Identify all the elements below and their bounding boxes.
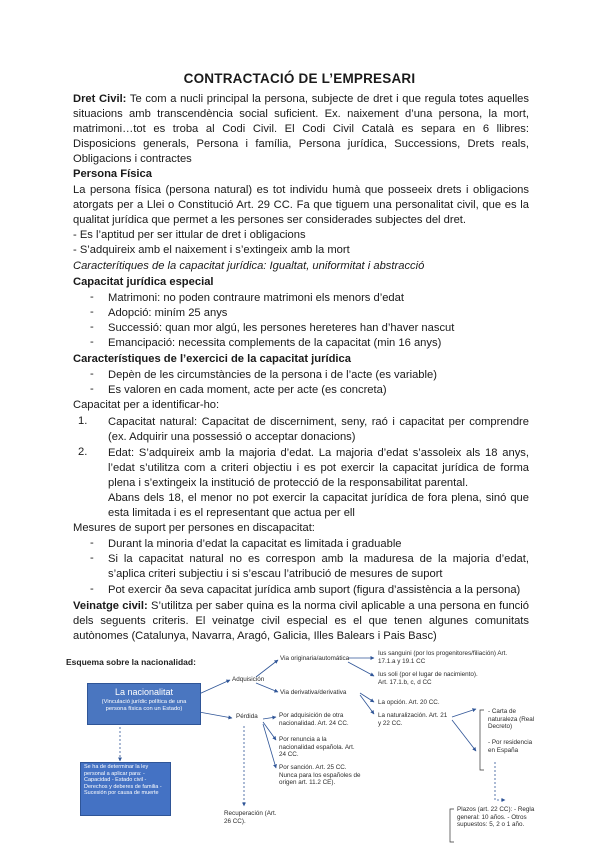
bullet-dash: - bbox=[90, 583, 94, 595]
node-ius-soli: Ius soli (por el lugar de nacimiento). Art. 17.1.b, c, d CC bbox=[378, 671, 478, 686]
node-recuperacion: Recuperación (Art. 26 CC). bbox=[224, 810, 277, 825]
persona-fisica-bullet-1: - Es l’aptitud per ser ittular de dret i obligacions bbox=[73, 229, 306, 241]
veinatge-line-1: Veinatge civil: S’utilitza per saber quina es la norma civil aplicable a una persona en funció bbox=[73, 600, 529, 612]
node-plazos: Plazos (art. 22 CC): - Regla general: 10 años. - Otros supuestos: 5, 2 o 1 año. bbox=[457, 806, 535, 828]
node-por-adquisicion: Por adquisición de otra nacionalidad. Art. 24 CC. bbox=[279, 712, 349, 727]
bullet-dash: - bbox=[90, 321, 94, 333]
page-title: CONTRACTACIÓ DE L’EMPRESARI bbox=[183, 71, 416, 86]
dret-civil-line-2: situacions amb transcendència social suficient. Ex. naixement d’una persona, la mort, bbox=[73, 108, 529, 120]
exercici-item-2: Es valoren en cada moment, acte per acte (es concreta) bbox=[108, 384, 387, 396]
numbered-2-line-1: Edat: S’adquireix amb la majoria d’edat. La majoria d’edat s’assoleix als 18 anys, bbox=[108, 447, 529, 459]
nacionalitat-box bbox=[87, 683, 201, 725]
node-via-originaria: Via originaria/automática bbox=[280, 655, 350, 662]
numbered-2-line-3: plena i s’extingeix la institució de protecció de la responsabilitat parental. bbox=[108, 477, 469, 489]
suport-item-3: Pot exercir ða seva capacitat jurídica amb suport (figura d’assistència a la persona) bbox=[108, 584, 521, 596]
diagram-title: Esquema sobre la nacionalidad: bbox=[66, 657, 196, 667]
numbered-2-line-2: l’edat s’utilitza com a criteri objectiu i es pot exercir la capacitat jurídica de forma bbox=[108, 462, 529, 474]
persona-fisica-line-2: atorgats per a Llei o Constitució Art. 29 CC. Fa que tiguem una personalitat civil, que es la bbox=[73, 199, 529, 211]
persona-fisica-line-3: qualitat jurídica que permet a les persones ser considerades subjectes del dret. bbox=[73, 214, 467, 226]
bullet-dash: - bbox=[90, 537, 94, 549]
capacitat-especial-heading: Capacitat jurídica especial bbox=[73, 276, 214, 288]
node-por-residencia: - Por residencia en España bbox=[488, 739, 533, 754]
node-naturalizacion: La naturalización. Art. 21 y 22 CC. bbox=[378, 712, 448, 727]
node-ius-sanguinis: Ius sanguini (por los progenitores/filiación) Art. 17.1.a y 19.1 CC bbox=[378, 650, 508, 665]
persona-fisica-bullet-2: - S’adquireix amb el naixement i s’extingeix amb la mort bbox=[73, 244, 350, 256]
exercici-item-1: Depèn de les circumstàncies de la persona i de l’acte (es variable) bbox=[108, 369, 437, 381]
suport-item-2-line-1: Si la capacitat natural no es correspon amb la maduresa de la majoria d’edat, bbox=[108, 553, 529, 565]
nationality-diagram bbox=[0, 650, 599, 848]
suport-item-2-line-2: s’aplica criteri subjectiu i si s’escau l’atribució de mesures de suport bbox=[108, 568, 443, 580]
capacitat-caracteristiques: Caracterítiques de la capacitat jurídica: Igualtat, uniformitat i abstracció bbox=[73, 260, 425, 272]
node-por-renuncia: Por renuncia a la nacionalidad española. Art. 24 CC. bbox=[279, 736, 355, 758]
exercici-intro: Capacitat per a identificar-ho: bbox=[73, 399, 220, 411]
capacitat-item-3: Successió: quan mor algú, les persones hereteres han d’haver nascut bbox=[108, 322, 455, 334]
capacitat-item-2: Adopció: miním 25 anys bbox=[108, 307, 228, 319]
capacitat-item-4: Emancipació: necessita complements de la capacitat (min 16 anys) bbox=[108, 337, 442, 349]
node-perdida: Pérdida bbox=[236, 713, 258, 720]
node-opcion: La opción. Art. 20 CC. bbox=[378, 699, 440, 706]
dret-civil-line-4: Disposicions generals, Persona i família, Persona jurídica, Successions, Drets reals, bbox=[73, 138, 529, 150]
numbered-1-line-1: Capacitat natural: Capacitat de discerniment, seny, raó i capacitat per comprendre bbox=[108, 416, 529, 428]
nacionalitat-box-title: La nacionalitat bbox=[114, 687, 174, 697]
persona-fisica-heading: Persona Física bbox=[73, 168, 152, 180]
numbered-2-line-5: esta limitada i es el representant que actua per ell bbox=[108, 507, 355, 519]
bullet-dash: - bbox=[90, 552, 94, 564]
numbered-1-line-2: (ex. Adquirir una possessió o acceptar donacions) bbox=[108, 431, 356, 443]
dret-civil-line-1: Dret Civil: Te com a nucli principal la persona, subjecte de dret i que regula totes aquelles bbox=[73, 93, 529, 105]
list-number: 2. bbox=[78, 446, 88, 458]
suport-intro: Mesures de suport per persones en discapacitat: bbox=[73, 522, 315, 534]
nacionalitat-box-subtitle: (Vinculació jurídic política de una persona física con un Estado) bbox=[101, 699, 187, 712]
node-carta-naturaleza: - Carta de naturaleza (Real Decreto) bbox=[488, 708, 535, 730]
exercici-heading: Característiques de l’exercici de la capacitat jurídica bbox=[73, 353, 351, 365]
node-adquisicion: Adquisición bbox=[232, 676, 265, 683]
persona-fisica-line-1: La persona física (persona natural) es tot individu humà que posseeix drets i obligacions bbox=[73, 184, 529, 196]
capacitat-item-1: Matrimoni: no poden contraure matrimoni els menors d’edat bbox=[108, 292, 404, 304]
dret-civil-label: Dret Civil: bbox=[73, 93, 127, 105]
suport-item-1: Durant la minoria d’edat la capacitat es limitada i graduable bbox=[108, 538, 402, 550]
list-number: 1. bbox=[78, 415, 88, 427]
bullet-dash: - bbox=[90, 336, 94, 348]
dret-civil-line-3: matrimoni…tot es troba al Codi Civil. El Codi Civil Català es separa en 6 llibres: bbox=[73, 123, 529, 135]
ley-personal-box: Se ha de determinar la ley personal a aplicar para: - Capacidad - Estado civil - Derechos y deberes de familia - Sucesión por causa de muerte bbox=[80, 762, 171, 816]
veinatge-label: Veinatge civil: bbox=[73, 600, 148, 612]
bullet-dash: - bbox=[90, 383, 94, 395]
bullet-dash: - bbox=[90, 306, 94, 318]
numbered-2-line-4: Abans dels 18, el menor no pot exercir la capacitat jurídica de fora plena, sinó que bbox=[108, 492, 529, 504]
bullet-dash: - bbox=[90, 291, 94, 303]
bullet-dash: - bbox=[90, 368, 94, 380]
dret-civil-line-5: Obligacions i contractes bbox=[73, 153, 192, 165]
veinatge-line-2: dels seguents criteris. El veinatge civil especial es el que tenen algunes comunitats bbox=[73, 615, 529, 627]
node-via-derivativa: Via derivativa/derivativa bbox=[280, 689, 347, 696]
node-por-sancion: Por sanción. Art. 25 CC. Nunca para los españoles de origen art. 11.2 CE). bbox=[279, 764, 361, 786]
veinatge-line-3: autònomes (Catalunya, Navarra, Aragó, Galicia, Illes Balears i Pais Basc) bbox=[73, 630, 437, 642]
